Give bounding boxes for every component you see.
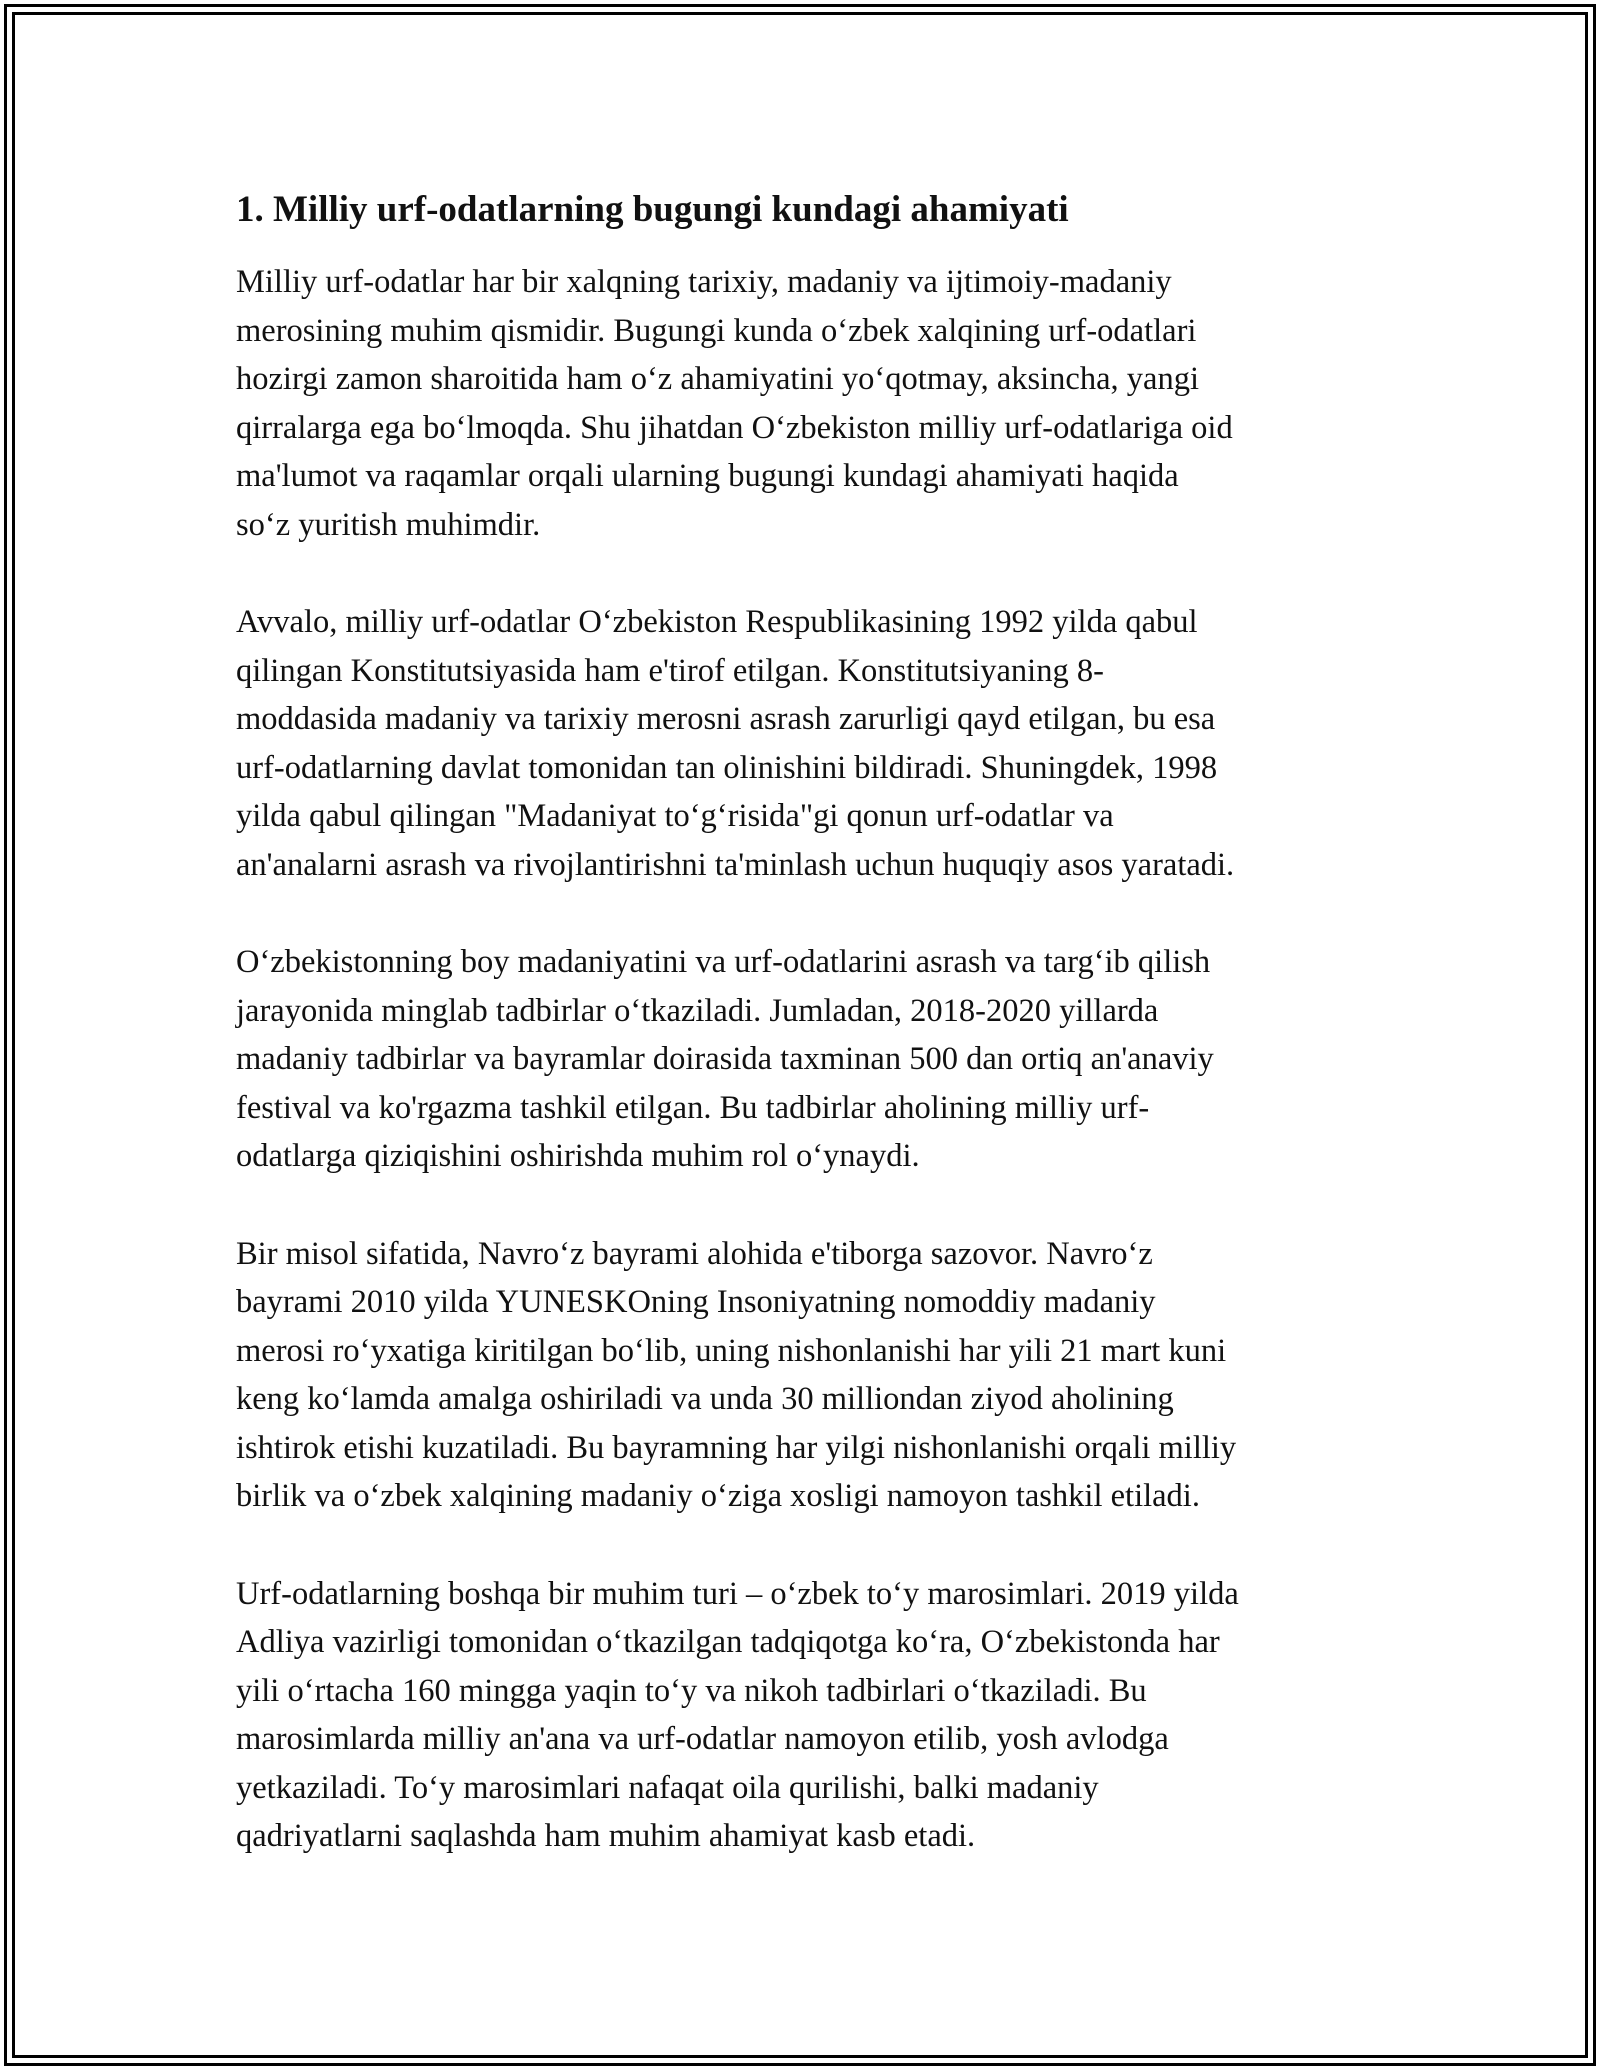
paragraph-1: Milliy urf-odatlar har bir xalqning tarixiy, madaniy va ijtimoiy-madaniy merosining muhim qismidir. Bugungi kunda o‘zbek xalqining urf-odatlari hozirgi zamon sharoitida ham o‘z ahamiyatini yo‘qotmay, aksincha, yangi qirralarga ega bo‘lmoqda. Shu jihatdan O‘zbekiston milliy urf-odatlariga oid ma'lumot va raqamlar orqali ularning bugungi kundagi ahamiyati haqida so‘z yuritish muhimdir. xyxy=(236,264,1233,543)
paragraph-5: Urf-odatlarning boshqa bir muhim turi – o‘zbek to‘y marosimlari. 2019 yilda Adliya vazirligi tomonidan o‘tkazilgan tadqiqotga ko‘ra, O‘zbekistonda har yili o‘rtacha 160 mingga yaqin to‘y va nikoh tadbirlari o‘tkaziladi. Bu marosimlarda milliy an'ana va urf-odatlar namoyon etilib, yosh avlodga yetkaziladi. To‘y marosimlari nafaqat oila qurilishi, balki madaniy qadriyatlarni saqlashda ham muhim ahamiyat kasb etadi. xyxy=(236,1575,1239,1854)
paragraph-4: Bir misol sifatida, Navro‘z bayrami alohida e'tiborga sazovor. Navro‘z bayrami 2010 yilda YUNESKOning Insoniyatning nomoddiy madaniy merosi ro‘yxatiga kiritilgan bo‘lib, uning nishonlanishi har yili 21 mart kuni keng ko‘lamda amalga oshiriladi va unda 30 milliondan ziyod aholining ishtirok etishi kuzatiladi. Bu bayramning har yilgi nishonlanishi orqali milliy birlik va o‘zbek xalqining madaniy o‘ziga xosligi namoyon tashkil etiladi. xyxy=(236,1235,1237,1514)
paragraph-2: Avvalo, milliy urf-odatlar O‘zbekiston Respublikasining 1992 yilda qabul qilingan Konstitutsiyasida ham e'tirof etilgan. Konstitutsiyaning 8- moddasida madaniy va tarixiy merosni asrash zarurligi qayd etilgan, bu esa urf-odatlarning davlat tomonidan tan olinishini bildiradi. Shuningdek, 1998 yilda qabul qilingan "Madaniyat to‘g‘risida"gi qonun urf-odatlar va an'analarni asrash va rivojlantirishni ta'minlash uchun huquqiy asos yaratadi. xyxy=(236,604,1235,883)
document-body xyxy=(236,186,1386,1861)
section-heading: 1. Milliy urf-odatlarning bugungi kundagi ahamiyati xyxy=(236,189,1069,230)
paragraph-3: O‘zbekistonning boy madaniyatini va urf-odatlarini asrash va targ‘ib qilish jarayonida minglab tadbirlar o‘tkaziladi. Jumladan, 2018-2020 yillarda madaniy tadbirlar va bayramlar doirasida taxminan 500 dan ortiq an'anaviy festival va ko'rgazma tashkil etilgan. Bu tadbirlar aholining milliy urf- odatlarga qiziqishini oshirishda muhim rol o‘ynaydi. xyxy=(236,944,1214,1174)
